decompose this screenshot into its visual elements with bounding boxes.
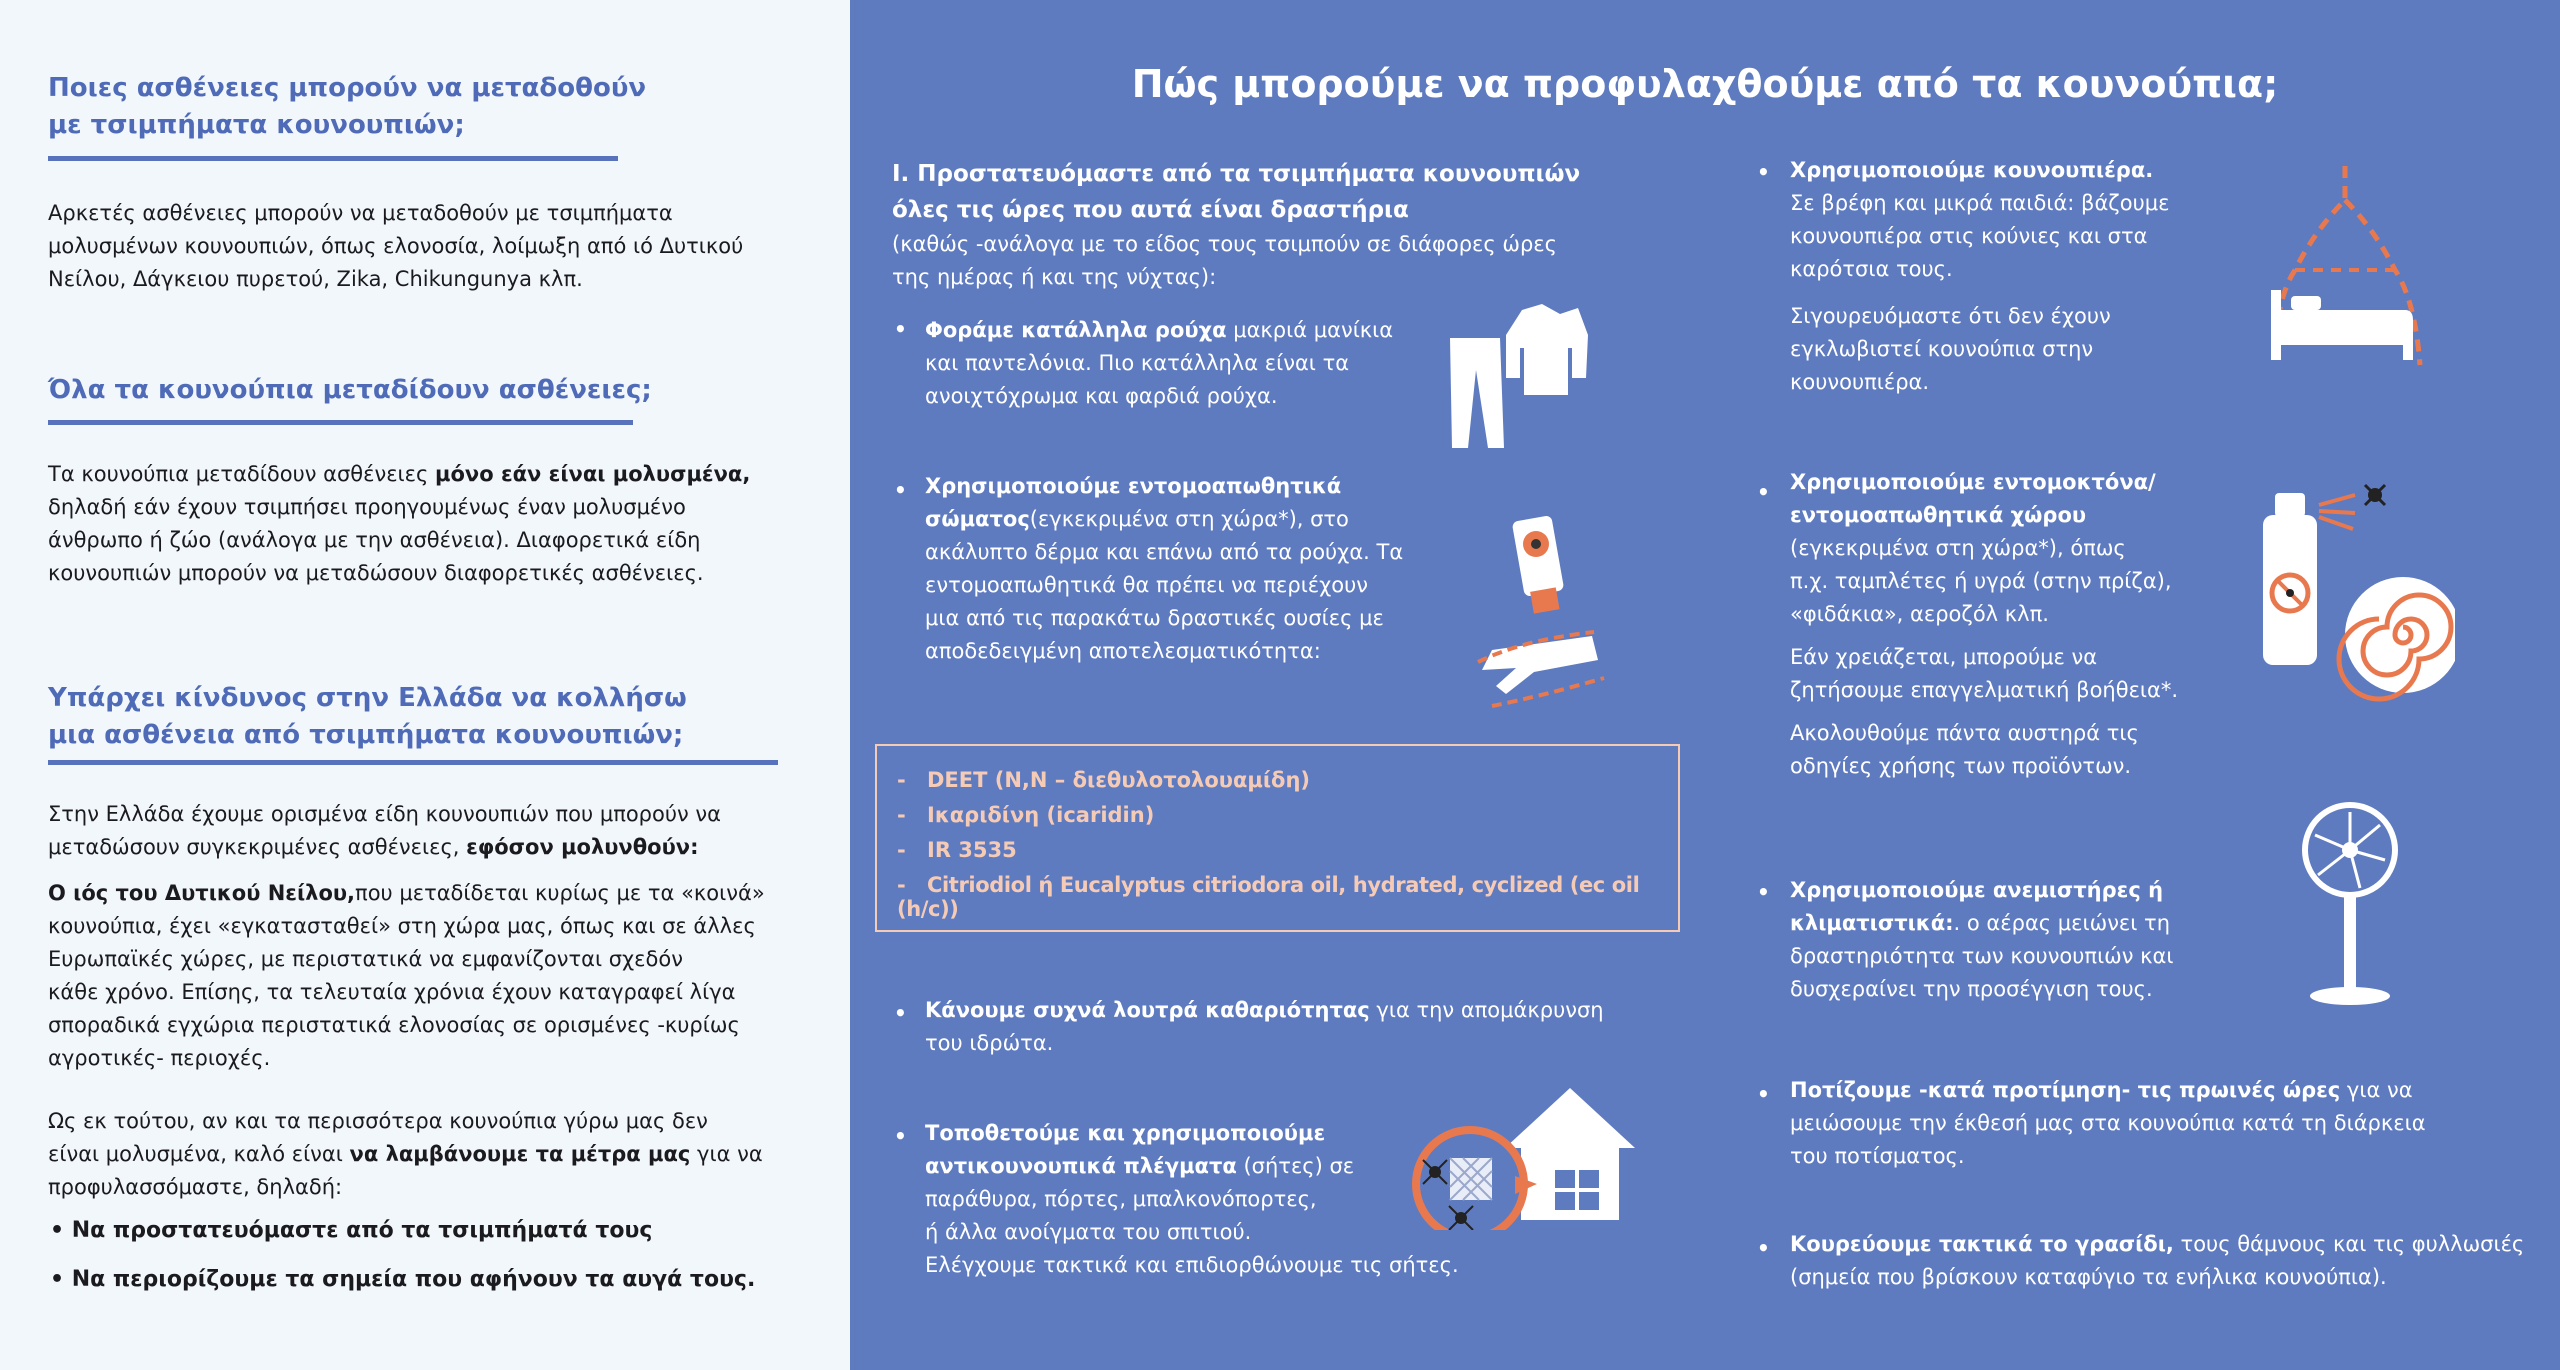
section-1-heading [892, 156, 1580, 228]
screens-line [925, 1150, 1459, 1183]
bath-text: για την απομάκρυνση [1369, 998, 1604, 1022]
repellent-text: (εγκεκριμένα στη χώρα*), στο [1029, 507, 1349, 531]
substance-item: - Citriodiol ή Eucalyptus citriodora oil, hydrated, cyclized (ec oil (h/c)) [897, 873, 1640, 921]
insecticide-item [1790, 466, 2178, 783]
q1-underline [48, 156, 618, 161]
fan-item [1790, 874, 2174, 1006]
q2-title: Όλα τα κουνούπια μεταδίδουν ασθένειες; [48, 375, 652, 405]
insecticide-bold: Χρησιμοποιούμε εντομοκτόνα/ [1790, 470, 2156, 494]
fan-line: δραστηριότητα των κουνουπιών και [1790, 944, 2174, 968]
q3-p2-line: σποραδικά εγχώρια περιστατικά ελονοσίας σε ορισμένες -κυρίως [48, 1013, 740, 1037]
q3-p2-line: κουνούπια, έχει «εγκατασταθεί» στη χώρα μας, όπως και σε άλλες [48, 914, 756, 938]
q3-p2-line [48, 877, 778, 910]
q3-text: που μεταδίδεται κυρίως με τα «κοινά» [355, 881, 765, 905]
insecticide-line: «φιδάκια», αεροζόλ κλπ. [1790, 602, 2049, 626]
grass-line: (σημεία που βρίσκουν καταφύγιο τα ενήλικα κουνούπια). [1790, 1265, 2387, 1289]
q1-body-line: Αρκετές ασθένειες μπορούν να μεταδοθούν με τσιμπήματα [48, 201, 673, 225]
q3-p2-line: αγροτικές- περιοχές. [48, 1046, 271, 1070]
west-nile-bold: Ο ιός του Δυτικού Νείλου, [48, 881, 356, 905]
q1-body-line: μολυσμένων κουνουπιών, όπως ελονοσία, λοίμωξη από ιό Δυτικού [48, 234, 744, 258]
q3-p3-line [48, 1138, 778, 1171]
repellent-bold: Χρησιμοποιούμε εντομοαπωθητικά [925, 474, 1342, 498]
watering-line: μειώσουμε την έκθεσή μας στα κουνούπια κατά τη διάρκεια [1790, 1111, 2426, 1135]
fan-bold: κλιματιστικά: [1790, 911, 1954, 935]
bed-net-line: Σε βρέφη και μικρά παιδιά: βάζουμε [1790, 191, 2170, 215]
insecticide-line: (εγκεκριμένα στη χώρα*), όπως [1790, 536, 2126, 560]
substance-text: Ικαριδίνη (icaridin) [927, 803, 1155, 827]
screens-bold: Τοποθετούμε και χρησιμοποιούμε [925, 1121, 1326, 1145]
q3-underline [48, 760, 778, 765]
substance-text: Citriodiol ή Eucalyptus citriodora oil, hydrated, cyclized (ec oil (h/c)) [897, 873, 1640, 921]
fan-bold: Χρησιμοποιούμε ανεμιστήρες ή [1790, 878, 2164, 902]
q2-bold: μόνο εάν είναι μολυσμένα, [435, 462, 751, 486]
section-1-note-line: της ημέρας ή και της νύχτας): [892, 265, 1217, 289]
q1-body-line: Νείλου, Δάγκειου πυρετού, Zika, Chikungunya κλπ. [48, 267, 583, 291]
grass-item [1790, 1228, 2524, 1294]
right-panel [850, 0, 2560, 1370]
bed-net-line: κουνουπιέρα. [1790, 370, 1930, 394]
left-panel [0, 0, 850, 1370]
q3-p2-line: Ευρωπαϊκές χώρες, με περιστατικά να εμφανίζονται σχεδόν [48, 947, 683, 971]
bullet-dot: • [894, 317, 907, 341]
q2-body [48, 458, 778, 590]
bullet-dot: • [1757, 1082, 1770, 1106]
q2-body-line: άνθρωπο ή ζώο (ανάλογα με την ασθένεια). Διαφορετικά είδη [48, 528, 701, 552]
spray-coil-icon [2255, 465, 2455, 705]
q3-text: για να [690, 1142, 763, 1166]
substance-text: IR 3535 [927, 838, 1017, 862]
q3-p2-line: κάθε χρόνο. Επίσης, τα τελευταία χρόνια έχουν καταγραφεί λίγα [48, 980, 736, 1004]
section-1-note-line: (καθώς -ανάλογα με το είδος τους τσιμπούν σε διάφορες ώρες [892, 232, 1557, 256]
fan-text: . ο αέρας μειώνει τη [1953, 911, 2171, 935]
q3-p2 [48, 877, 778, 1075]
screens-line: Ελέγχουμε τακτικά και επιδιορθώνουμε τις σήτες. [925, 1253, 1459, 1277]
section-1-heading-line2: όλες τις ώρες που αυτά είναι δραστήρια [892, 197, 1409, 223]
q3-p1-line: Στην Ελλάδα έχουμε ορισμένα είδη κουνουπιών που μπορούν να [48, 802, 721, 826]
insecticide-line: π.χ. ταμπλέτες ή υγρά (στην πρίζα), [1790, 569, 2172, 593]
substance-item: - IR 3535 [897, 838, 1017, 862]
screens-line: ή άλλα ανοίγματα του σπιτιού. [925, 1220, 1252, 1244]
repellent-bold: σώματος [925, 507, 1030, 531]
q3-text: είναι μολυσμένα, καλό είναι [48, 1142, 350, 1166]
fan-line: δυσχεραίνει την προσέγγιση τους. [1790, 977, 2153, 1001]
clothes-icon [1440, 300, 1590, 455]
bullet-dot: • [1757, 160, 1770, 184]
repellent-line: αποδεδειγμένη αποτελεσματικότητα: [925, 639, 1321, 663]
clothes-item [925, 314, 1393, 413]
q2-body-line: δηλαδή εάν έχουν τσιμπήσει προηγουμένως έναν μολυσμένο [48, 495, 686, 519]
q1-title-line2: με τσιμπήματα κουνουπιών; [48, 110, 465, 140]
watering-line [1790, 1074, 2426, 1107]
q2-body-line [48, 458, 778, 491]
substance-item: - Ικαριδίνη (icaridin) [897, 803, 1155, 827]
bed-net-line: καρότσια τους. [1790, 257, 1953, 281]
q3-title-line1: Υπάρχει κίνδυνος στην Ελλάδα να κολλήσω [48, 683, 687, 713]
repellent-line [925, 503, 1403, 536]
watering-text: για να [2340, 1078, 2413, 1102]
insecticide-line: Εάν χρειάζεται, μπορούμε να [1790, 645, 2098, 669]
bed-net-icon [2235, 160, 2455, 380]
bullet-dot: • [1757, 880, 1770, 904]
substance-item: - DEET (N,N – διεθυλοτολουαμίδη) [897, 768, 1310, 792]
q3-p3-line: προφυλασσόμαστε, δηλαδή: [48, 1175, 343, 1199]
bath-line [925, 994, 1604, 1027]
repellent-cream-icon [1462, 510, 1612, 710]
bed-net-item [1790, 154, 2169, 399]
watering-bold: Ποτίζουμε -κατά προτίμηση- τις πρωινές ώρες [1790, 1078, 2341, 1102]
bed-net-line: κουνουπιέρα στις κούνιες και στα [1790, 224, 2148, 248]
bullet-dot: • [894, 1001, 907, 1025]
insecticide-bold: εντομοαπωθητικά χώρου [1790, 503, 2087, 527]
bullet-dot: • [1757, 480, 1770, 504]
fan-line [1790, 907, 2174, 940]
repellent-line: εντομοαπωθητικά θα πρέπει να περιέχουν [925, 573, 1369, 597]
grass-bold: Κουρεύουμε τακτικά το γρασίδι, [1790, 1232, 2174, 1256]
main-title: Πώς μπορούμε να προφυλαχθούμε από τα κουνούπια; [1131, 62, 2279, 106]
clothes-line: και παντελόνια. Πιο κατάλληλα είναι τα [925, 351, 1350, 375]
q2-text: Τα κουνούπια μεταδίδουν ασθένειες [48, 462, 436, 486]
q3-p3 [48, 1105, 778, 1204]
q3-p1-line [48, 831, 778, 864]
q2-body-line: κουνουπιών μπορούν να μεταδώσουν διαφορετικές ασθένειες. [48, 561, 704, 585]
q1-title-line1: Ποιες ασθένειες μπορούν να μεταδοθούν [48, 73, 647, 103]
insecticide-line: οδηγίες χρήσης των προϊόντων. [1790, 754, 2132, 778]
watering-item [1790, 1074, 2426, 1173]
screens-text: (σήτες) σε [1236, 1154, 1355, 1178]
q3-bold: εφόσον μολυνθούν: [466, 835, 699, 859]
q1-title [48, 70, 646, 144]
screens-line: παράθυρα, πόρτες, μπαλκονόπορτες, [925, 1187, 1317, 1211]
substance-text: DEET (N,N – διεθυλοτολουαμίδη) [927, 768, 1310, 792]
bullet-dot: • [1757, 1236, 1770, 1260]
bath-bold: Κάνουμε συχνά λουτρά καθαριότητας [925, 998, 1370, 1022]
clothes-bold: Φοράμε κατάλληλα ρούχα [925, 318, 1227, 342]
section-1-heading-line1: Ι. Προστατευόμαστε από τα τσιμπήματα κουνουπιών [892, 161, 1581, 187]
q3-title [48, 680, 687, 754]
clothes-line [925, 314, 1393, 347]
q2-underline [48, 420, 633, 425]
clothes-text: μακριά μανίκια [1226, 318, 1394, 342]
clothes-line: ανοιχτόχρωμα και φαρδιά ρούχα. [925, 384, 1278, 408]
q3-title-line2: μια ασθένεια από τσιμπήματα κουνουπιών; [48, 720, 684, 750]
bullet-protect: • Να προστατευόμαστε από τα τσιμπήματά τους [50, 1218, 653, 1243]
q1-body [48, 197, 778, 296]
bed-net-line: Σιγουρευόμαστε ότι δεν έχουν [1790, 304, 2111, 328]
substances-box [875, 744, 1680, 932]
q3-bold: να λαμβάνουμε τα μέτρα μας [349, 1142, 691, 1166]
repellent-item [925, 470, 1403, 668]
bullet-dot: • [894, 1124, 907, 1148]
bath-item [925, 994, 1604, 1060]
repellent-line: ακάλυπτο δέρμα και επάνω από τα ρούχα. Τα [925, 540, 1404, 564]
q3-text: μεταδώσουν συγκεκριμένες ασθένειες, [48, 835, 467, 859]
watering-line: του ποτίσματος. [1790, 1144, 1965, 1168]
q3-p1 [48, 798, 778, 864]
q3-p3-line: Ως εκ τούτου, αν και τα περισσότερα κουνούπια γύρω μας δεν [48, 1109, 708, 1133]
bed-net-line: εγκλωβιστεί κουνούπια στην [1790, 337, 2094, 361]
fan-icon [2290, 800, 2410, 1010]
grass-text: τους θάμνους και τις φυλλωσιές [2173, 1232, 2525, 1256]
insecticide-line: ζητήσουμε επαγγελματική βοήθεια*. [1790, 678, 2179, 702]
screens-bold: αντικουνουπικά πλέγματα [925, 1154, 1237, 1178]
insecticide-line: Ακολουθούμε πάντα αυστηρά τις [1790, 721, 2139, 745]
bullet-breeding: • Να περιορίζουμε τα σημεία που αφήνουν τα αυγά τους. [50, 1267, 756, 1292]
house-screen-icon [1405, 1080, 1640, 1230]
bed-net-bold: Χρησιμοποιούμε κουνουπιέρα. [1790, 158, 2154, 182]
bath-line: του ιδρώτα. [925, 1031, 1054, 1055]
repellent-line: μια από τις παρακάτω δραστικές ουσίες με [925, 606, 1384, 630]
section-1-note [892, 228, 1557, 294]
screens-item [925, 1117, 1459, 1282]
grass-line [1790, 1228, 2524, 1261]
bullet-dot: • [894, 478, 907, 502]
